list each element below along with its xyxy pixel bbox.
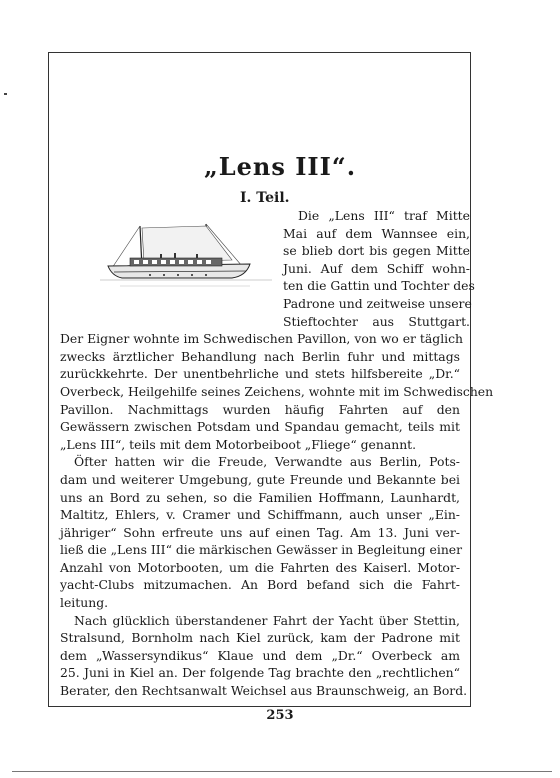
text-line: Anzahl von Motorbooten, um die Fahrten des Kaiserl. Motor-	[60, 559, 460, 575]
text-line: Berater, den Rechtsanwalt Weichsel aus Braunschweig, an Bord.	[60, 683, 468, 698]
ship-illustration	[100, 218, 272, 298]
part-heading: I. Teil.	[240, 190, 290, 206]
text-line: Die „Lens III“ traf Mitte	[298, 208, 470, 223]
text-line: 25. Juni in Kiel an. Der folgende Tag brachte den „rechtlichen“	[60, 665, 460, 681]
text-line: Pavillon. Nachmittags wurden häufig Fahrten auf den	[60, 401, 460, 417]
text-line: leitung.	[60, 595, 109, 610]
text-line: zurückkehrte. Der unentbehrliche und stets hilfsbereite „Dr.“	[60, 366, 460, 382]
text-line: uns an Bord zu sehen, so die Familien Hoffmann, Launhardt,	[60, 489, 460, 505]
text-line: Der Eigner wohnte im Schwedischen Pavillon, von wo er täglich	[60, 331, 464, 347]
text-line: yacht-Clubs mitzumachen. An Bord befand sich die Fahrt-	[60, 577, 460, 593]
text-line: ten die Gattin und Tochter des	[283, 278, 475, 294]
text-line: Padrone und zeitweise unsere	[283, 296, 472, 311]
text-line: Overbeck, Heilgehilfe seines Zeichens, wohnte mit im Schwedischen	[60, 383, 494, 399]
text-line: dam und weiterer Umgebung, gute Freunde und Bekannte bei	[60, 471, 460, 487]
text-line: Öfter hatten wir die Freude, Verwandte aus Berlin, Pots-	[74, 454, 460, 470]
text-line: Maltitz, Ehlers, v. Cramer und Schiffmann, auch unser „Ein-	[60, 507, 460, 523]
text-line: „Lens III“, teils mit dem Motorbeiboot „Fliege“ genannt.	[60, 436, 417, 452]
text-line: Nach glücklich überstandener Fahrt der Yacht über Stettin,	[74, 612, 460, 628]
page-title: „Lens III“.	[203, 152, 357, 181]
text-line: Mai auf dem Wannsee ein,	[283, 225, 470, 241]
text-line: Stralsund, Bornholm nach Kiel zurück, kam der Padrone mit	[60, 630, 460, 646]
text-line: se blieb dort bis gegen Mitte	[283, 243, 470, 259]
text-line: ließ die „Lens III“ die märkischen Gewässer in Begleitung einer	[60, 542, 463, 558]
text-line: jähriger“ Sohn erfreute uns auf einen Tag. Am 13. Juni ver-	[60, 524, 460, 540]
text-line: dem „Wassersyndikus“ Klaue und dem „Dr.“ Overbeck am	[60, 647, 460, 663]
page-number: 253	[266, 708, 294, 723]
text-line: zwecks ärztlicher Behandlung nach Berlin fuhr und mittags	[60, 348, 460, 364]
text-line: Gewässern zwischen Potsdam und Spandau gemacht, teils mit	[60, 419, 460, 435]
scan-speck	[4, 93, 7, 95]
text-line: Juni. Auf dem Schiff wohn-	[283, 260, 470, 276]
bottom-rule	[12, 771, 552, 772]
text-line: Stieftochter aus Stuttgart.	[283, 313, 470, 329]
